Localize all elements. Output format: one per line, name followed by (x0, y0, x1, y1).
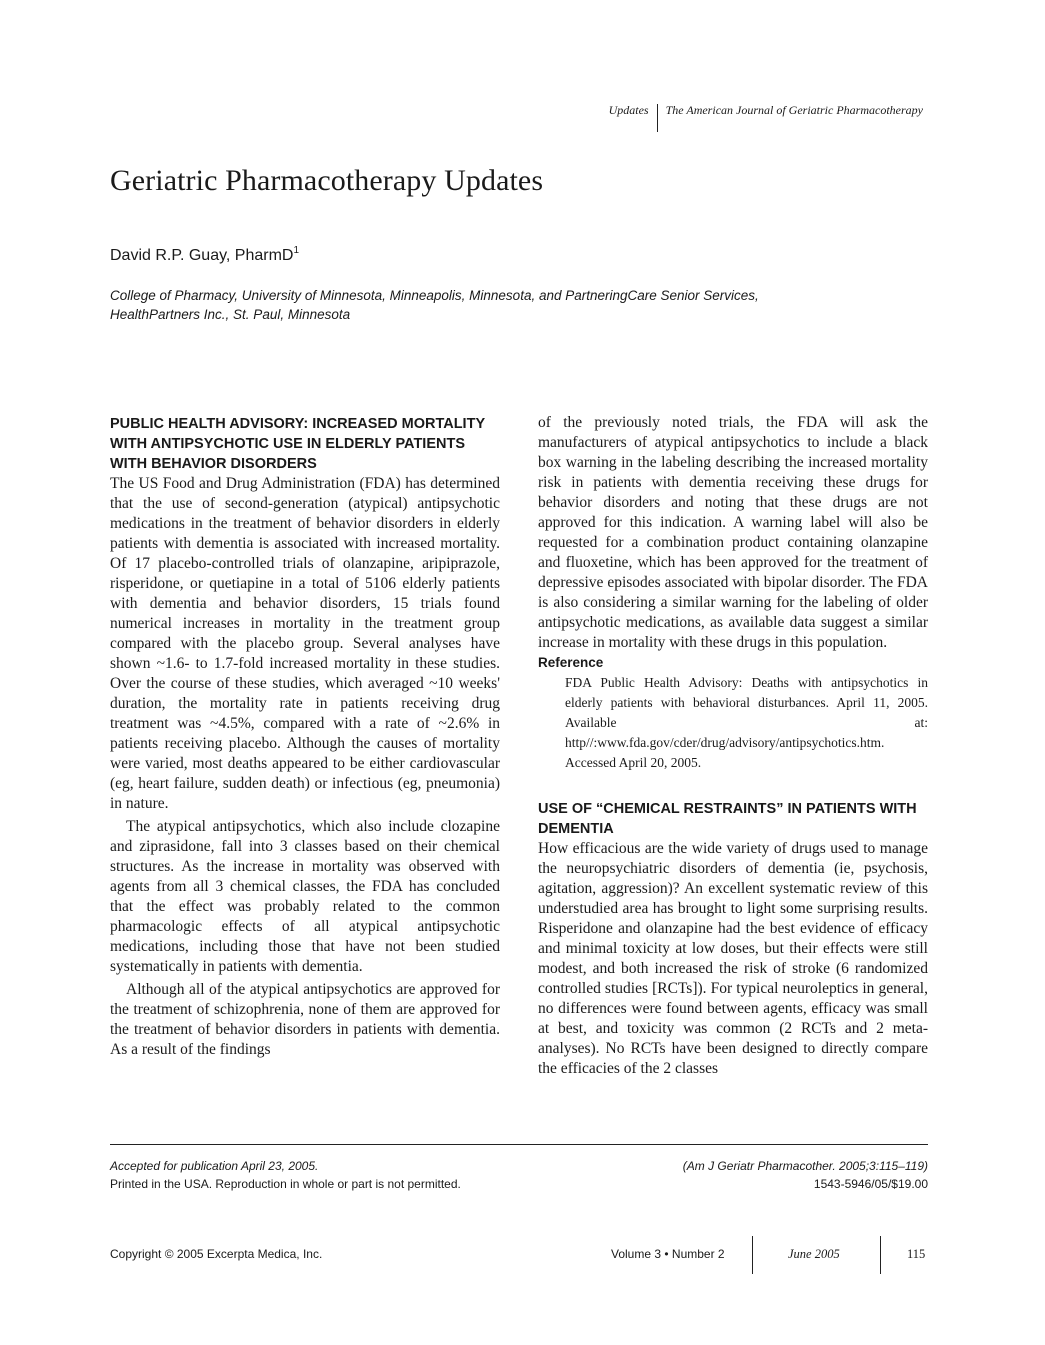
author-superscript: 1 (293, 245, 300, 256)
footer-right (683, 1157, 928, 1193)
issue-date: June 2005 (788, 1247, 840, 1261)
copyright: Copyright © 2005 Excerpta Medica, Inc. (110, 1247, 323, 1261)
running-head-divider (657, 104, 658, 132)
running-head (609, 96, 923, 124)
accepted-note: Accepted for publication April 23, 2005. (110, 1159, 319, 1173)
footer-left (110, 1157, 461, 1193)
body-paragraph: Although all of the atypical antipsychotics are approved for the treatment of schizophrenia, none of them are approved for the treatment of behavior disorders in patients with dementia. As a result of the findings (110, 981, 500, 1058)
running-head-journal: The American Journal of Geriatric Pharmacotherapy (665, 102, 923, 117)
author-affiliation: College of Pharmacy, University of Minnesota, Minneapolis, Minnesota, and PartneringCare Senior Services, HealthPartners Inc., St. Paul, Minnesota (110, 288, 759, 322)
reference-entry: FDA Public Health Advisory: Deaths with antipsychotics in elderly patients with behavioral disturbances. April 11, 2005. Available at: http//:www.fda.gov/cder/drug/advisory/antipsychotics.htm. Accessed April 20, 2005. (565, 675, 928, 770)
body-paragraph-continuation: of the previously noted trials, the FDA will ask the manufacturers of atypical antipsychotics to include a black box warning in the labeling describing the increased mortality risk in patients with dementia receiving these drugs for behavior disorders and noting that these drugs are not approved for this indication. A warning label will also be requested for a combination product containing olanzapine and fluoxetine, which has been approved for the treatment of depressive episodes associated with bipolar disorder. The FDA is also considering a similar warning for the labeling of older antipsychotic medications, as available data suggest a similar increase in mortality with these drugs in this population. (538, 414, 928, 651)
left-column (110, 414, 500, 1060)
page-number: 115 (907, 1247, 926, 1261)
volume-number: Volume 3 • Number 2 (611, 1247, 725, 1261)
printed-note: Printed in the USA. Reproduction in whole or part is not permitted. (110, 1177, 461, 1191)
footer-rule (110, 1144, 928, 1145)
issn: 1543-5946/05/$19.00 (813, 1177, 928, 1191)
bottom-divider (880, 1236, 881, 1274)
body-paragraph: The US Food and Drug Administration (FDA) has determined that the use of second-generation (atypical) antipsychotic medications in the treatment of behavior disorders in elderly patients with dementia is associated with increased mortality. Of 17 placebo-controlled trials of olanzapine, aripiprazole, risperidone, or quetiapine in a total of 5106 elderly patients with dementia and behavior disorders, 15 trials found numerical increases in mortality in the treatment group compared with the placebo group. Several analyses have shown ~1.6- to 1.7-fold increased mortality in these studies. Over the course of these studies, which averaged ~10 weeks' duration, the mortality rate in patients receiving drug treatment was ~4.5%, compared with a rate of ~2.6% in patients receiving placebo. Although the causes of mortality were varied, most deaths appeared to be either cardiovascular (eg, heart failure, sudden death) or infectious (eg, pneumonia) in nature. (110, 475, 500, 812)
author-name: David R.P. Guay, PharmD (110, 247, 294, 264)
running-head-section: Updates (608, 102, 649, 117)
section-heading-advisory: PUBLIC HEALTH ADVISORY: INCREASED MORTALITY WITH ANTIPSYCHOTIC USE IN ELDERLY PATIENTS WITH BEHAVIOR DISORDERS (110, 416, 485, 472)
reference-heading: Reference (538, 655, 604, 670)
author-line (110, 247, 299, 265)
bottom-divider (752, 1236, 753, 1274)
body-paragraph: The atypical antipsychotics, which also include clozapine and ziprasidone, fall into 3 classes based on their chemical structures. As the increase in mortality was observed with agents from all 3 chemical classes, the FDA has concluded that the effect was probably related to the common pharmacologic effects of all atypical antipsychotic medications, including those that have not been studied systematically in patients with dementia. (110, 818, 500, 975)
article-title: Geriatric Pharmacotherapy Updates (110, 164, 544, 197)
citation: (Am J Geriatr Pharmacother. 2005;3:115–119) (682, 1159, 928, 1173)
body-paragraph: How efficacious are the wide variety of drugs used to manage the neuropsychiatric disorders of dementia (ie, psychosis, agitation, aggression)? An excellent systematic review of this understudied area has brought to light some surprising results. Risperidone and olanzapine had the best evidence of efficacy and minimal toxicity at low doses, but their effects were still modest, and both increased the risk of stroke (6 randomized controlled studies [RCTs]). For typical neuroleptics in general, no differences were found between agents, efficacy was small at best, and toxicity was common (2 RCTs and 2 meta-analyses). No RCTs have been designed to directly compare the efficacies of the 2 classes (538, 840, 928, 1077)
section-heading-chemical-restraints: USE OF “CHEMICAL RESTRAINTS” IN PATIENTS WITH DEMENTIA (538, 801, 917, 837)
right-column (538, 413, 928, 1079)
